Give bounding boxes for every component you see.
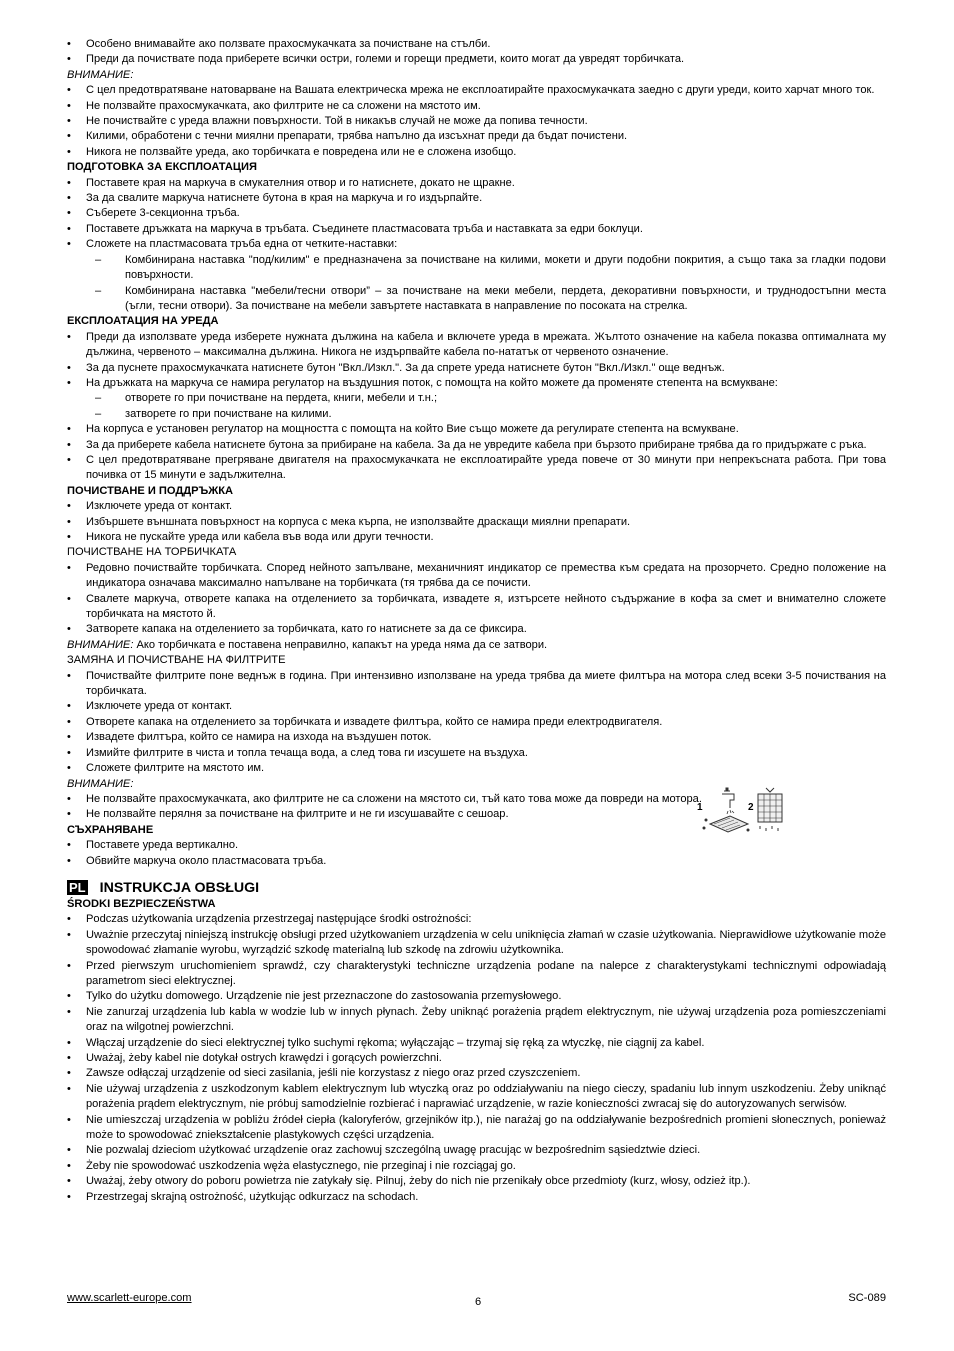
warning-label-1: ВНИМАНИЕ: bbox=[67, 68, 134, 81]
section-title-preparation: ПОДГОТОВКА ЗА ЕКСПЛОАТАЦИЯ bbox=[67, 161, 257, 174]
list-item: • Uważaj, żeby kabel nie dotykał ostrych krawędzi i gorących powierzchni. bbox=[67, 1051, 886, 1066]
list-item: • Не ползвайте перялня за почистване на филтрите и не ги изсушавайте с сешоар. bbox=[67, 807, 886, 822]
dash-item: – Комбинирана наставка "под/килим" е предназначена за почистване на килими, мокети и други подобни покрития, а също така за гладки подови повърхности. bbox=[67, 253, 886, 284]
page-number: 6 bbox=[475, 1296, 482, 1308]
list-item: • Nie zanurzaj urządzenia lub kabla w wodzie lub w innych płynach. Żeby uniknąć porażenia prądem elektrycznym, nie używaj urządzenia poza pomieszczeniami oraz na wilgotnej powierzchni. bbox=[67, 1005, 886, 1036]
list-item: • За да пуснете прахосмукачката натиснете бутон "Вкл./Изкл.". За да спрете уреда натиснете бутон "Вкл./Изкл." още веднъж. bbox=[67, 361, 886, 376]
list-item: • Nie umieszczaj urządzenia w pobliżu źródeł ciepła (kaloryferów, grzejników itp.), nie narażaj go na oddziaływanie bezpośrednich promieni słonecznych, ponieważ może to spowodować zniekształcenie plastykowych części urządzenia. bbox=[67, 1113, 886, 1144]
section-title-storage: СЪХРАНЯВАНЕ bbox=[67, 823, 154, 836]
section-title-safety: ŚRODKI BEZPIECZEŃSTWA bbox=[67, 897, 216, 910]
footer-url-link[interactable]: www.scarlett-europe.com bbox=[67, 1292, 192, 1304]
warning-2 bbox=[67, 638, 886, 653]
filter-illustration bbox=[696, 786, 788, 836]
section-title-filter: ЗАМЯНА И ПОЧИСТВАНЕ НА ФИЛТРИТЕ bbox=[67, 654, 286, 667]
list-item: • Przed pierwszym uruchomieniem sprawdź, czy charakterystyki techniczne urządzenia podane na nalepce z charakterystykami technicznymi odpowiadają parametrom sieci elektrycznej. bbox=[67, 959, 886, 990]
list-item: • Преди да почиствате пода приберете всички остри, големи и горещи предмети, които могат да увредят торбичката. bbox=[67, 52, 886, 67]
list-item: • На корпуса е установен регулатор на мощността с помощта на който Вие също можете да регулирате степента на всмукване. bbox=[67, 422, 886, 437]
preparation-dash-list bbox=[67, 253, 886, 315]
list-item: • Съберете 3-секционна тръба. bbox=[67, 206, 886, 221]
list-item: • Особено внимавайте ако ползвате прахосмукачката за почистване на стълби. bbox=[67, 37, 886, 52]
list-item: • Изключете уреда от контакт. bbox=[67, 699, 886, 714]
storage-list bbox=[67, 838, 886, 869]
list-item: • Uważnie przeczytaj niniejszą instrukcję obsługi przed użytkowaniem urządzenia w celu uniknięcia złamań w czasie użytkowania. Nieprawidłowe użytkowanie może spowodować złamanie wyrobu, wyrządzić szkodę materialną lub szkodę na zdrowiu użytkownika. bbox=[67, 928, 886, 959]
list-item: • Свалете маркуча, отворете капака на отделението за торбичката, извадете я, изтърсете нейното съдържание в кофа за смет и внимателно сложете торбичката на мястото й. bbox=[67, 592, 886, 623]
list-item: • Преди да използвате уреда изберете нужната дължина на кабела и включете уреда в мрежата. Жълтото означение на кабела показва оптималната му дължина, червеното – максимална дължина. Никога не издърпвайте кабела по-нататък от червеното означение. bbox=[67, 330, 886, 361]
language-code-badge: PL bbox=[69, 880, 86, 896]
list-item: • Не почиствайте с уреда влажни повърхности. Той в никакъв случай не може да попива течности. bbox=[67, 114, 886, 129]
list-item: • За да свалите маркуча натиснете бутона в края на маркуча и го издърпайте. bbox=[67, 191, 886, 206]
list-item: • Zawsze odłączaj urządzenie od sieci zasilania, jeśli nie korzystasz z niego oraz przed czyszczeniem. bbox=[67, 1066, 886, 1081]
warning-list-1 bbox=[67, 83, 886, 160]
list-item: • Żeby nie spowodować uszkodzenia węża elastycznego, nie przeginaj i nie rozciągaj go. bbox=[67, 1159, 886, 1174]
list-item: • Почиствайте филтрите поне веднъж в година. При интензивно използване на уреда трябва да миете филтъра на мотора след всеки 3-5 почиствания на торбичката. bbox=[67, 669, 886, 700]
operation-dash-list bbox=[67, 391, 886, 422]
list-item: • Uważaj, żeby otwory do poboru powietrza nie zatykały się. Pilnuj, żeby do nich nie przenikały obce przedmioty (kurz, włosy, odzież itp.). bbox=[67, 1174, 886, 1189]
list-item: • Nie pozwalaj dzieciom użytkować urządzenie oraz zachowuj szczególną uwagę pracując w bezpośrednim sąsiedztwie dzieci. bbox=[67, 1143, 886, 1158]
list-item: • Никога не пускайте уреда или кабела във вода или други течности. bbox=[67, 530, 886, 545]
list-item: • Podczas użytkowania urządzenia przestrzegaj następujące środki ostrożności: bbox=[67, 912, 886, 927]
operation-list-a bbox=[67, 330, 886, 392]
list-item: • На дръжката на маркуча се намира регулатор на въздушния поток, с помощта на който можете да променяте степента на всмукване: bbox=[67, 376, 886, 391]
list-item: • Сложете на пластмасовата тръба една от четките-наставки: bbox=[67, 237, 886, 252]
safety-list bbox=[67, 912, 886, 1205]
figure-label-1: 1 bbox=[697, 802, 703, 813]
pl-section-header bbox=[67, 879, 886, 897]
list-item: • С цел предотвратяване натоварване на Вашата електрическа мрежа не експлоатирайте прахосмукачката заедно с други уреди, които харчат много ток. bbox=[67, 83, 886, 98]
section-title-bag: ПОЧИСТВАНЕ НА ТОРБИЧКАТА bbox=[67, 546, 237, 559]
list-item: • Килими, обработени с течни миялни препарати, трябва напълно да изсъхнат преди да бъдат почистени. bbox=[67, 129, 886, 144]
list-item: • Поставете дръжката на маркуча в тръбата. Съединете пластмасовата тръба и наставката за едри боклуци. bbox=[67, 222, 886, 237]
list-item: • Сложете филтрите на мястото им. bbox=[67, 761, 886, 776]
model-number: SC-089 bbox=[848, 1292, 886, 1304]
list-item: • Przestrzegaj skrajną ostrożność, użytkując odkurzacz na schodach. bbox=[67, 1190, 886, 1205]
pl-title: INSTRUKCJA OBSŁUGI bbox=[99, 879, 260, 896]
list-item: • Затворете капака на отделението за торбичката, като го натиснете за да се фиксира. bbox=[67, 622, 886, 637]
list-item: • Измийте филтрите в чиста и топла течаща вода, а след това ги изсушете на въздуха. bbox=[67, 746, 886, 761]
list-item: • Избършете външната повърхност на корпуса с мека кърпа, не използвайте драскащи миялни препарати. bbox=[67, 515, 886, 530]
list-item: • Обвийте маркуча около пластмасовата тръба. bbox=[67, 854, 886, 869]
dash-item: – затворете го при почистване на килими. bbox=[67, 407, 886, 422]
list-item: • Поставете уреда вертикално. bbox=[67, 838, 886, 853]
list-item: • Изключете уреда от контакт. bbox=[67, 499, 886, 514]
list-item: • Отворете капака на отделението за торбичката и извадете филтъра, който се намира преди електродвигателя. bbox=[67, 715, 886, 730]
page-content bbox=[67, 37, 886, 1205]
list-item: • Извадете филтъра, който се намира на изхода на въздушен поток. bbox=[67, 730, 886, 745]
operation-list-b bbox=[67, 422, 886, 484]
list-item: • Редовно почиствайте торбичката. Според нейното запълване, механичният индикатор се премества към средата на прозорчето. Средно положение на индикатора означава максимално напълване на торбичката (тя трябва да се почисти. bbox=[67, 561, 886, 592]
dash-item: – Комбинирана наставка "мебели/тесни отвори” – за почистване на меки мебели, пердета, декоративни повърхности, и труднодостъпни места (ъгли, тесни отвори). За почистване на мебели завъртете наставката в направление по посоката на стрелка. bbox=[67, 284, 886, 315]
list-item: • Поставете края на маркуча в смукателния отвор и го натиснете, докато не щракне. bbox=[67, 176, 886, 191]
warning-label-2: ВНИМАНИЕ: bbox=[67, 638, 134, 651]
dash-item: – отворете го при почистване на пердета, книги, мебели и т.н.; bbox=[67, 391, 886, 406]
list-item: • Не ползвайте прахосмукачката, ако филтрите не са сложени на мястото си, тъй като това може да повреди на мотора. bbox=[67, 792, 886, 807]
page-footer bbox=[67, 1291, 886, 1311]
faucet-icon bbox=[703, 788, 749, 832]
list-item: • Никога не ползвайте уреда, ако торбичката е повредена или не е сложена изобщо. bbox=[67, 145, 886, 160]
preparation-list bbox=[67, 176, 886, 253]
list-item: • Не ползвайте прахосмукачката, ако филтрите не са сложени на мястото им. bbox=[67, 99, 886, 114]
warning-label-3: ВНИМАНИЕ: bbox=[67, 777, 134, 790]
warning-text-2: Ако торбичката е поставена неправилно, капакът на уреда няма да се затвори. bbox=[133, 638, 548, 651]
bag-list bbox=[67, 561, 886, 638]
care-list bbox=[67, 499, 886, 545]
section-title-operation: ЕКСПЛОАТАЦИЯ НА УРЕДА bbox=[67, 315, 219, 328]
filter-drying-icon bbox=[758, 788, 782, 831]
list-item: • С цел предотвратяване прегряване двигателя на прахосмукачката не експлоатирайте уреда повече от 30 минути при непрекъсната работа. При това почивка от 15 минути е задължителна. bbox=[67, 453, 886, 484]
figure-label-2: 2 bbox=[748, 802, 754, 813]
list-item: • Włączaj urządzenie do sieci elektrycznej tylko suchymi rękoma; wyłączając – trzymaj się ręką za wtyczkę, nie ciągnij za kabel. bbox=[67, 1036, 886, 1051]
bg-top-list bbox=[67, 37, 886, 68]
filter-list bbox=[67, 669, 886, 777]
list-item: • Tylko do użytku domowego. Urządzenie nie jest przeznaczone do zastosowania przemysłowego. bbox=[67, 989, 886, 1004]
list-item: • Nie używaj urządzenia z uszkodzonym kablem elektrycznym lub wtyczką oraz po oddziaływaniu na niego cieczy, spadaniu lub innym uszkodzeniu. Żeby uniknąć porażenia prądem elektrycznym, nie próbuj samodzielnie rozbierać i naprawiać urządzenie, w razie konieczności zwracaj się do autoryzowanych serwisów. bbox=[67, 1082, 886, 1113]
list-item: • За да приберете кабела натиснете бутона за прибиране на кабела. За да не увредите кабела при бързото прибиране трябва да го придържате с ръка. bbox=[67, 438, 886, 453]
section-title-care: ПОЧИСТВАНЕ И ПОДДРЪЖКА bbox=[67, 484, 234, 497]
